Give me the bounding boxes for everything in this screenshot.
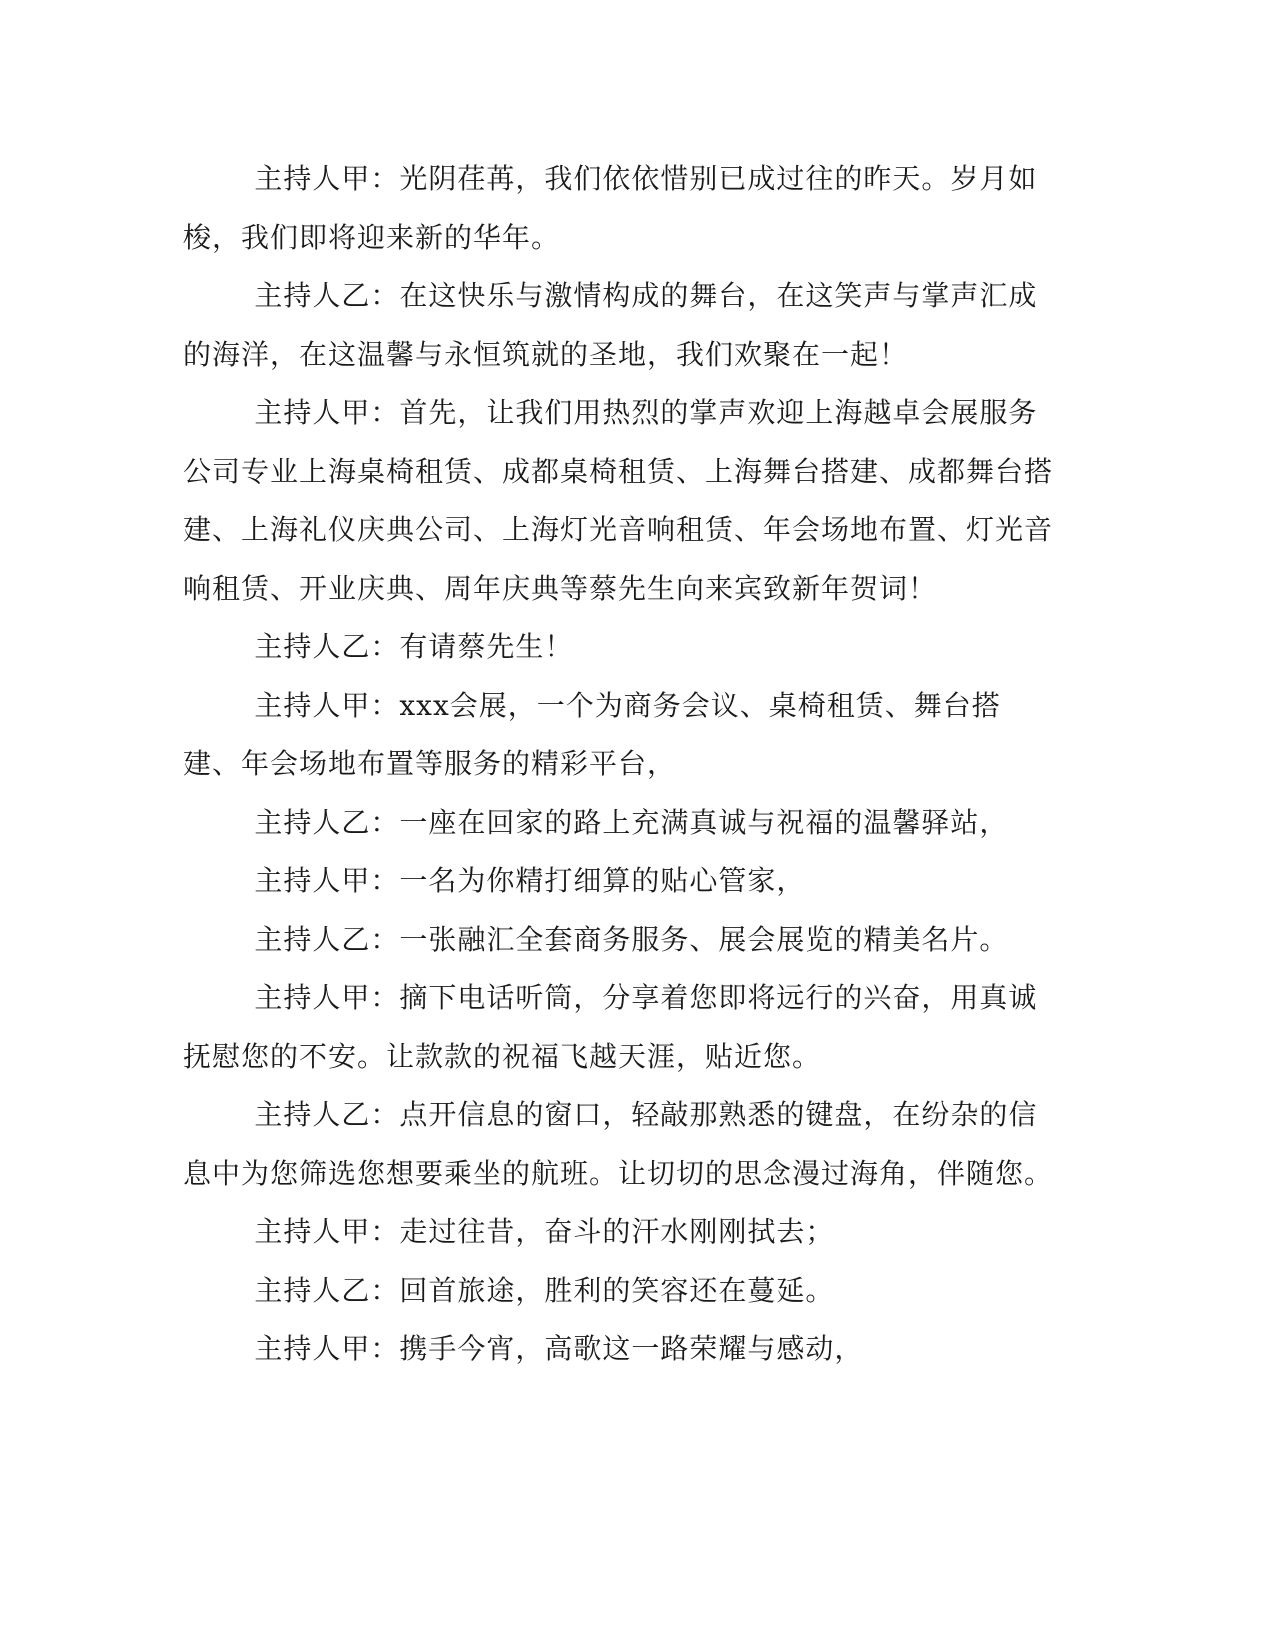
paragraph-3: 主持人甲：首先，让我们用热烈的掌声欢迎上海越卓会展服务公司专业上海桌椅租赁、成都桌椅租赁、上海舞台搭建、成都舞台搭建、上海礼仪庆典公司、上海灯光音响租赁、年会场地布置、灯光音响租赁、开业庆典、周年庆典等蔡先生向来宾致新年贺词！ bbox=[183, 396, 1054, 605]
paragraph-4: 主持人乙：有请蔡先生！ bbox=[254, 630, 574, 663]
paragraph-7: 主持人甲：一名为你精打细算的贴心管家， bbox=[254, 864, 806, 897]
paragraph-1: 主持人甲：光阴荏苒，我们依依惜别已成过往的昨天。岁月如梭，我们即将迎来新的华年。 bbox=[183, 162, 1038, 254]
paragraph-9: 主持人甲：摘下电话听筒，分享着您即将远行的兴奋，用真诚抚慰您的不安。让款款的祝福飞越天涯，贴近您。 bbox=[183, 981, 1038, 1073]
paragraph-11: 主持人甲：走过往昔，奋斗的汗水刚刚拭去； bbox=[254, 1215, 835, 1248]
paragraph-10: 主持人乙：点开信息的窗口，轻敲那熟悉的键盘，在纷杂的信息中为您筛选您想要乘坐的航班。让切切的思念漫过海角，伴随您。 bbox=[183, 1098, 1054, 1190]
paragraph-13: 主持人甲：携手今宵，高歌这一路荣耀与感动， bbox=[254, 1332, 864, 1365]
paragraph-8: 主持人乙：一张融汇全套商务服务、展会展览的精美名片。 bbox=[254, 922, 1009, 956]
paragraph-5: 主持人甲：xxx会展，一个为商务会议、桌椅租赁、舞台搭建、年会场地布置等服务的精彩平台， bbox=[183, 688, 1001, 780]
paragraph-2: 主持人乙：在这快乐与激情构成的舞台，在这笑声与掌声汇成的海洋，在这温馨与永恒筑就的圣地，我们欢聚在一起！ bbox=[183, 279, 1038, 371]
paragraph-6: 主持人乙：一座在回家的路上充满真诚与祝福的温馨驿站， bbox=[254, 805, 1009, 839]
document-body bbox=[183, 150, 1053, 1379]
paragraph-12: 主持人乙：回首旅途，胜利的笑容还在蔓延。 bbox=[254, 1273, 835, 1307]
